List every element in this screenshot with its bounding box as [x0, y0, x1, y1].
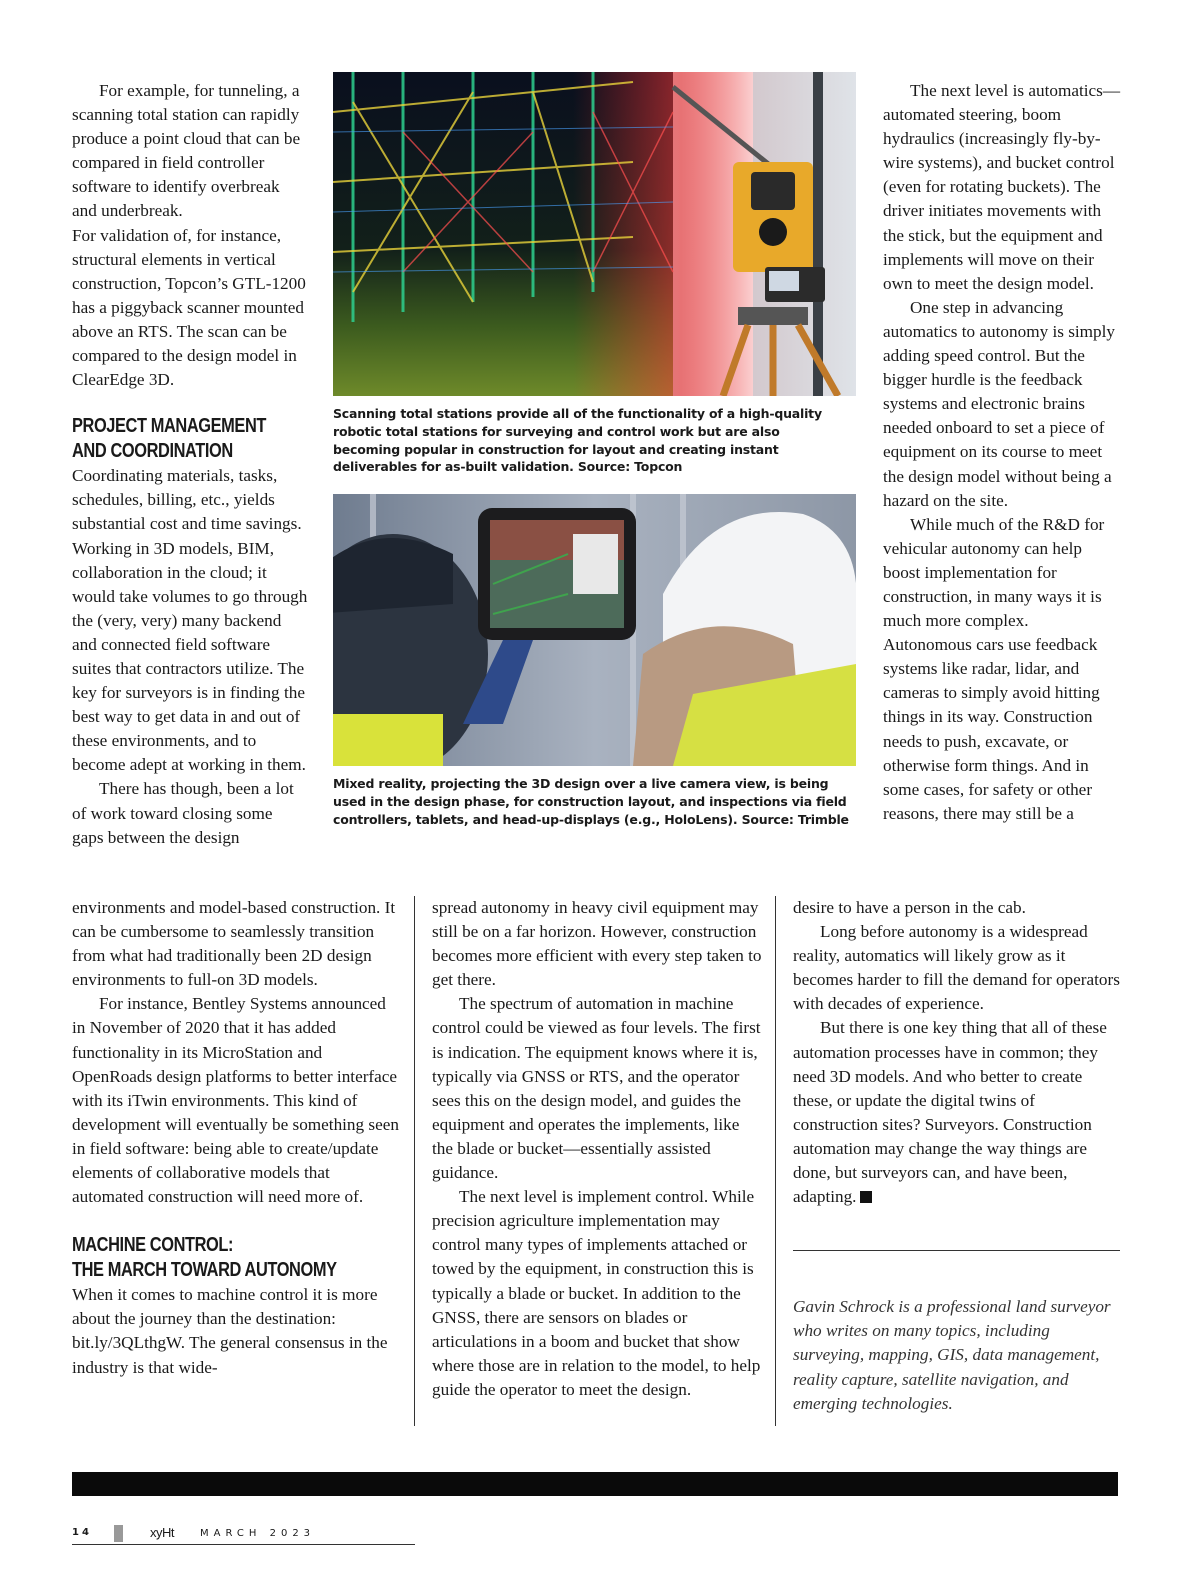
- column-2-lower: [432, 896, 762, 1402]
- paragraph-rnd: While much of the R&D for vehicular autonomy can help boost implementation for construction, in many ways it is much more complex. Autonomous cars use feedback systems like radar, lidar, and cameras to simply avoid hitting things in its way. Construction needs to push, excavate, or otherwise form things. And in some cases, for safety or other reasons, there may still be a: [883, 514, 1105, 823]
- figure-2-caption: Mixed reality, projecting the 3D design over a live camera view, is being used in the design phase, for construction layout, and inspections via field controllers, tablets, and head-up-displays (e.g., HoloLens). Source: Trimble: [333, 776, 849, 827]
- column-3-lower: [793, 896, 1120, 1416]
- paragraph-desire: desire to have a person in the cab.: [793, 898, 1026, 917]
- figure-mixed-reality: [333, 494, 856, 766]
- column-3-upper: [883, 79, 1120, 826]
- page-number: 14: [72, 1527, 92, 1538]
- paragraph-long-before: Long before autonomy is a widespread reality, automatics will likely grow as it becomes harder to fill the demand for operators with decades of experience.: [793, 922, 1120, 1014]
- paragraph-implement-control: The next level is implement control. While precision agriculture implementation may control many types of implements attached or towed by the equipment, in construction this is typically a blade or bucket. In addition to the GNSS, there are sensors on blades or articulations in a boom and bucket that show where those are in relation to the model, to help guide the operator to meet the design.: [432, 1187, 761, 1399]
- column-divider: [775, 896, 776, 1426]
- paragraph-tunneling: For example, for tunneling, a scanning total station can rapidly produce a point cloud that can be compared in field controller software to identify overbreak and underbreak.: [72, 81, 301, 221]
- paragraph-widespread: spread autonomy in heavy civil equipment may still be on a far horizon. However, construction becomes more efficient with every step taken to get there.: [432, 898, 762, 990]
- paragraph-machine-control: When it comes to machine control it is more about the journey than the destination: bit.ly/3QLthgW. The general consensus in the industry is that wide-: [72, 1285, 388, 1377]
- page-footer: [72, 1524, 415, 1545]
- paragraph-speed-control: One step in advancing automatics to autonomy is simply adding speed control. But the bigger hurdle is the feedback systems and electronic brains needed onboard to set a piece of equipment on its course to meet the design model without being a hazard on the site.: [883, 297, 1116, 510]
- end-of-article-icon: [860, 1191, 872, 1203]
- paragraph-bentley: For instance, Bentley Systems announced in November of 2020 that it has added functionality in its MicroStation and OpenRoads design platforms to better interface with its iTwin environments. This kind of development will eventually be something seen in field software: being able to create/update elements of collaborative models that automated construction will need more of.: [72, 994, 399, 1207]
- figure-scanning-total-station: [333, 72, 856, 396]
- heading-machine-control: [72, 1233, 400, 1283]
- paragraph-automatics: The next level is automatics—automated steering, boom hydraulics (increasingly fly-by-wire systems), and bucket control (even for rotating buckets). The driver initiates movements with the stick, but the equipment and implements will move on their own to meet the design model.: [883, 81, 1121, 293]
- heading-line: PROJECT MANAGEMENT: [72, 415, 266, 438]
- paragraph-final: [793, 1016, 1120, 1209]
- footer-separator-block: [114, 1525, 123, 1542]
- paragraph-gaps: There has though, been a lot of work toward closing some gaps between the design: [72, 779, 294, 847]
- footer-bar: [72, 1472, 1118, 1496]
- paragraph-spectrum: The spectrum of automation in machine control could be viewed as four levels. The first is indication. The equipment knows where it is, typically via GNSS or RTS, and the operator sees this on the design model, and guides the equipment and operates the implements, like the blade or bucket—essentially assisted guidance.: [432, 994, 761, 1183]
- issue-date: MARCH 2023: [200, 1528, 316, 1539]
- author-bio: Gavin Schrock is a professional land surveyor who writes on many topics, including surveying, mapping, GIS, data management, reality capture, satellite navigation, and emerging technologies.: [793, 1297, 1111, 1413]
- heading-line: MACHINE CONTROL:: [72, 1234, 234, 1257]
- paragraph-gaps-continued: environments and model-based construction. It can be cumbersome to seamlessly transition from what had traditionally been 2D design environments to full-on 3D models.: [72, 898, 396, 990]
- final-text: But there is one key thing that all of these automation processes have in common; they need 3D models. And who better to create these, or update the digital twins of construction sites? Surveyors. Construction automation may change the way things are done, but surveyors can, and have been, adapting.: [793, 1018, 1107, 1207]
- mixed-reality-photo: [333, 494, 856, 766]
- heading-line: AND COORDINATION: [72, 440, 233, 463]
- figure-1-caption: Scanning total stations provide all of the functionality of a high-quality robotic total stations for surveying and control work but are also becoming popular in construction for layout and creating instant deliverables for as-built validation. Source: Topcon: [333, 406, 822, 475]
- column-1-lower: [72, 896, 400, 1380]
- point-cloud-photo: [333, 72, 856, 396]
- bio-divider: [793, 1250, 1120, 1251]
- column-divider: [414, 896, 415, 1426]
- paragraph-validation: For validation of, for instance, structural elements in vertical construction, Topcon’s GTL-1200 has a piggyback scanner mounted above an RTS. The scan can be compared to the design model in ClearEdge 3D.: [72, 225, 306, 390]
- column-1-upper: [72, 79, 308, 850]
- heading-line: THE MARCH TOWARD AUTONOMY: [72, 1259, 337, 1282]
- paragraph-coordinating: Coordinating materials, tasks, schedules, billing, etc., yields substantial cost and time savings. Working in 3D models, BIM, collaboration in the cloud; it would take volumes to go through the (very, very) many backend and connected field software suites that contractors utilize. The key for surveyors is in finding the best way to get data in and out of these environments, and to become adept at working in them.: [72, 466, 308, 775]
- magazine-name: xyHt: [150, 1525, 174, 1540]
- heading-project-management: [72, 414, 308, 464]
